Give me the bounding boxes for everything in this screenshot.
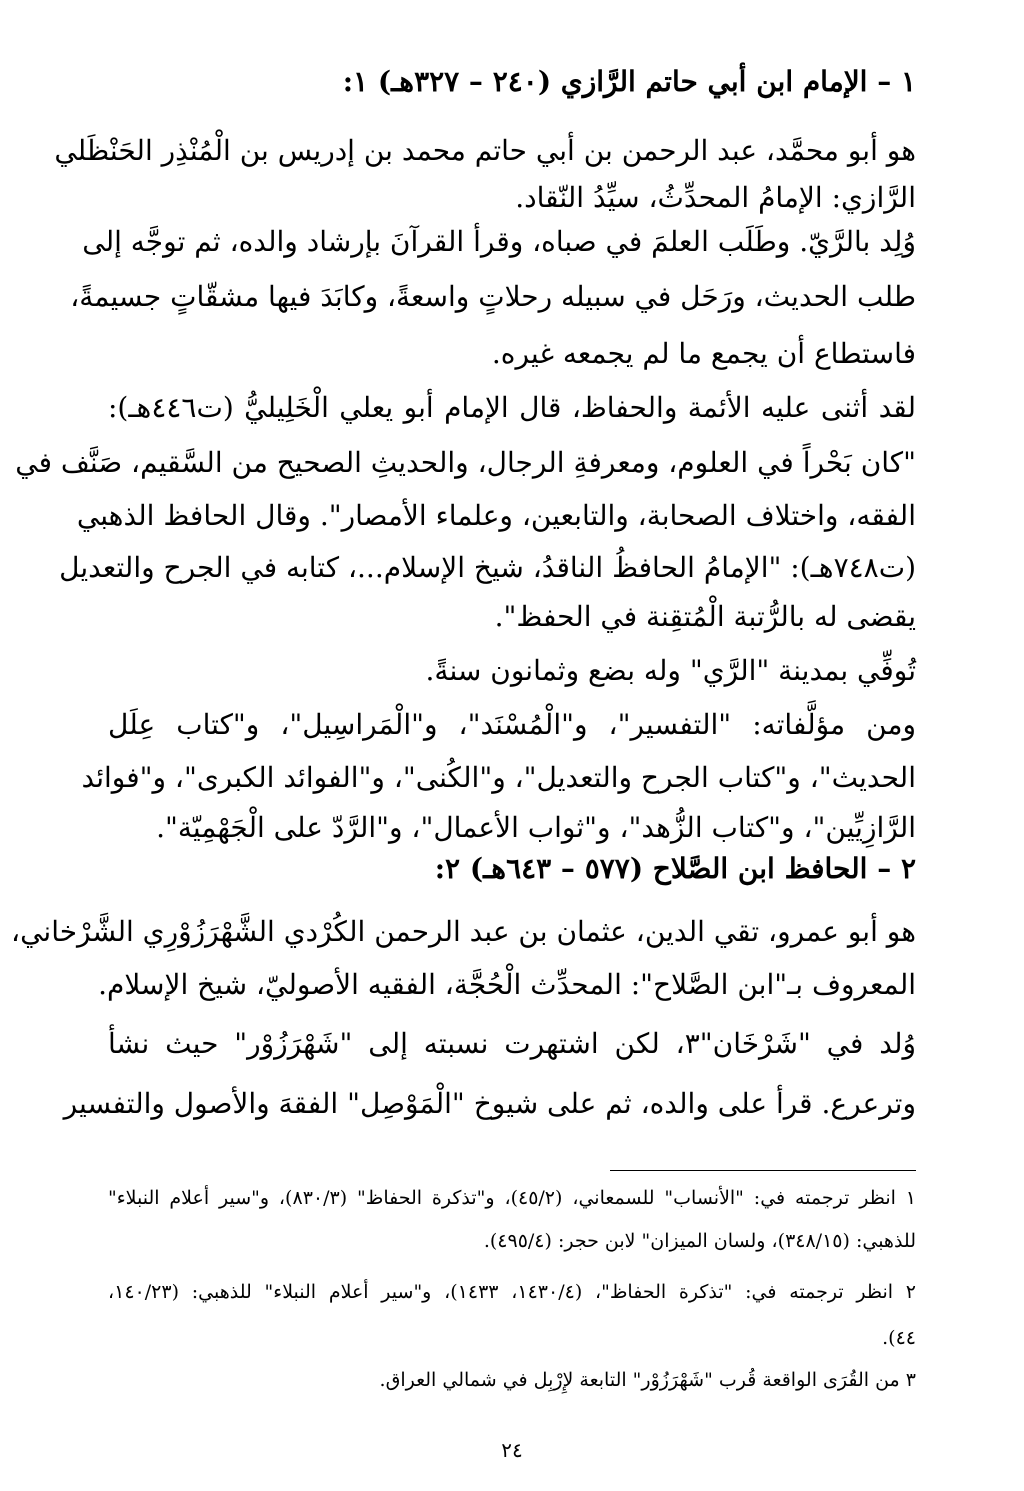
text-line: تُوفِّي بمدينة "الرَّي" وله بضع وثمانون سنةً.	[425, 654, 916, 687]
page-number: ٢٤	[501, 1438, 523, 1462]
footnote-line: ٢ انظر ترجمته في: "تذكرة الحفاظ"، (١٤٣٠/٤، ١٤٣٣)، و"سير أعلام النبلاء" للذهبي: (١٤٠/٢٣،	[108, 1281, 917, 1303]
text-line: وُلد في "شَرْخَان"٣، لكن اشتهرت نسبته إلى "شَهْرَزُوْر" حيث نشأ	[108, 1027, 917, 1060]
text-line: (ت٧٤٨هـ): "الإمامُ الحافظُ الناقدُ، شيخ الإسلام...، كتابه في الجرح والتعديل	[59, 551, 916, 584]
section-heading: ١ – الإمام ابن أبي حاتم الرَّازي (٢٤٠ – ٣٢٧هـ) ١:	[342, 65, 916, 98]
text-line: "كان بَحْراً في العلوم، ومعرفةِ الرجال، والحديثِ الصحيح من السَّقيم، صَنَّف في	[15, 446, 916, 479]
text-line: المعروف بـ"ابن الصَّلاح": المحدِّث الْحُجَّة، الفقيه الأصوليّ، شيخ الإسلام.	[98, 968, 916, 1001]
text-line: الرَّازِيِّين"، و"كتاب الزُّهد"، و"ثواب الأعمال"، و"الرَّدّ على الْجَهْمِيّة".	[156, 811, 916, 844]
text-line: لقد أثنى عليه الأئمة والحفاظ، قال الإمام أبو يعلي الْخَلِيليُّ (ت٤٤٦هـ):	[108, 391, 916, 424]
footnote-line: ١ انظر ترجمته في: "الأنساب" للسمعاني، (٤٥/٢)، و"تذكرة الحفاظ" (٨٣٠/٣)، و"سير أعلام النبلاء"	[108, 1187, 917, 1209]
footnote-line: ٣ من القُرَى الواقعة قُرب "شَهْرَزُوْر" التابعة لإِرْبِل في شمالي العراق.	[379, 1369, 916, 1391]
text-line: وُلِد بالرَّيّ. وطَلَب العلمَ في صباه، وقرأ القرآنَ بإرشاد والده، ثم توجَّه إلى	[82, 225, 916, 258]
text-line: وترعرع. قرأ على والده، ثم على شيوخ "الْمَوْصِل" الفقهَ والأصول والتفسير	[63, 1087, 916, 1120]
text-line: طلب الحديث، ورَحَل في سبيله رحلاتٍ واسعةً، وكابَدَ فيها مشقّاتٍ جسيمةً،	[70, 280, 916, 313]
footnote-separator	[610, 1170, 916, 1171]
footnote-line: ٤٤).	[882, 1327, 916, 1349]
footnote-line: للذهبي: (٣٤٨/١٥)، ولسان الميزان" لابن حجر: (٤٩٥/٤).	[483, 1230, 916, 1252]
text-line: يقضى له بالرُّتبة الْمُتقِنة في الحفظ".	[494, 600, 916, 633]
text-line: هو أبو عمرو، تقي الدين، عثمان بن عبد الرحمن الكُرْدي الشَّهْرَزُوْرِي الشَّرْخاني،	[11, 915, 916, 948]
text-line: هو أبو محمَّد، عبد الرحمن بن أبي حاتم محمد بن إدريس بن الْمُنْذِر الحَنْظَلي	[54, 134, 916, 167]
text-line: فاستطاع أن يجمع ما لم يجمعه غيره.	[491, 337, 916, 370]
text-line: الفقه، واختلاف الصحابة، والتابعين، وعلماء الأمصار". وقال الحافظ الذهبي	[76, 499, 916, 532]
text-line: الحديث"، و"كتاب الجرح والتعديل"، و"الكُنى"، و"الفوائد الكبرى"، و"فوائد	[81, 761, 916, 794]
text-line: الرَّازي: الإمامُ المحدِّثُ، سيِّدُ النّقاد.	[515, 181, 916, 214]
text-line: ومن مؤلَّفاته: "التفسير"، و"الْمُسْنَد"، و"الْمَراسِيل"، و"كتاب عِلَل	[108, 708, 916, 741]
section-heading: ٢ – الحافظ ابن الصَّلاح (٥٧٧ – ٦٤٣هـ) ٢:	[434, 852, 916, 885]
